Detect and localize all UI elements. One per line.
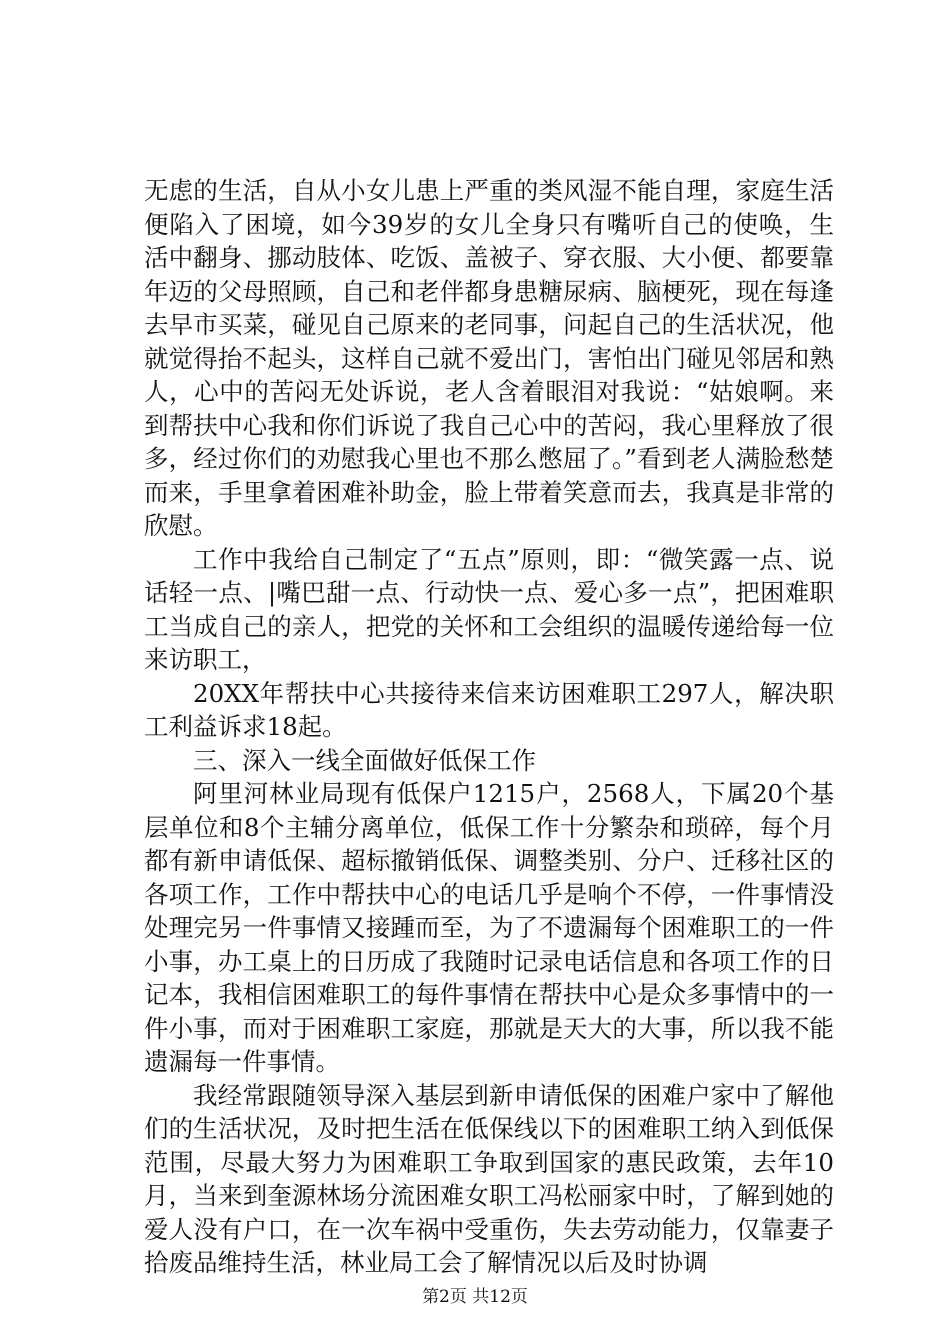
paragraph-continued: 无虑的生活，自从小女儿患上严重的类风湿不能自理，家庭生活便陷入了困境，如今39岁的女儿全身只有嘴听自己的使唤，生活中翻身、挪动肢体、吃饭、盖被子、穿衣服、大小便、都要靠年迈的父母照顾，自己和老伴都身患糖尿病、脑梗死，现在每逢去早市买菜，碰见自己原来的老同事，问起自己的生活状况，他就觉得抬不起头，这样自己就不爱出门，害怕出门碰见邻居和熟人，心中的苦闷无处诉说，老人含着眼泪对我说：“姑娘啊。来到帮扶中心我和你们诉说了我自己心中的苦闷，我心里释放了很多，经过你们的劝慰我心里也不那么憋屈了。”看到老人满脸愁楚而来，手里拿着困难补助金，脸上带着笑意而去，我真是非常的欣慰。 [144, 176, 834, 540]
page-footer: 第2页 共12页 [422, 1287, 528, 1307]
paragraph-statistics: 20XX年帮扶中心共接待来信来访困难职工297人，解决职工利益诉求18起。 [144, 678, 834, 741]
section-heading: 三、深入一线全面做好低保工作 [193, 745, 536, 775]
document-body [144, 174, 834, 1280]
paragraph-five-points: 工作中我给自己制定了“五点”原则，即：“微笑露一点、说话轻一点、|嘴巴甜一点、行动快一点、爱心多一点”，把困难职工当成自己的亲人，把党的关怀和工会组织的温暖传递给每一位来访职工， [144, 544, 834, 674]
paragraph-low-income-work: 阿里河林业局现有低保户1215户，2568人，下属20个基层单位和8个主辅分离单位，低保工作十分繁杂和琐碎，每个月都有新申请低保、超标撤销低保、调整类别、分户、迁移社区的各项工作，工作中帮扶中心的电话几乎是响个不停，一件事情没处理完另一件事情又接踵而至，为了不遗漏每个困难职工的一件小事，办工桌上的日历成了我随时记录电话信息和各项工作的日记本，我相信困难职工的每件事情在帮扶中心是众多事情中的一件小事，而对于困难职工家庭，那就是天大的大事，所以我不能遗漏每一件事情。 [144, 779, 834, 1076]
paragraph-field-visits: 我经常跟随领导深入基层到新申请低保的困难户家中了解他们的生活状况，及时把生活在低保线以下的困难职工纳入到低保范围，尽最大努力为困难职工争取到国家的惠民政策，去年10月，当来到奎源林场分流困难女职工冯松丽家中时，了解到她的爱人没有户口，在一次车祸中受重伤，失去劳动能力，仅靠妻子拾废品维持生活，林业局工会了解情况以后及时协调 [144, 1080, 834, 1277]
